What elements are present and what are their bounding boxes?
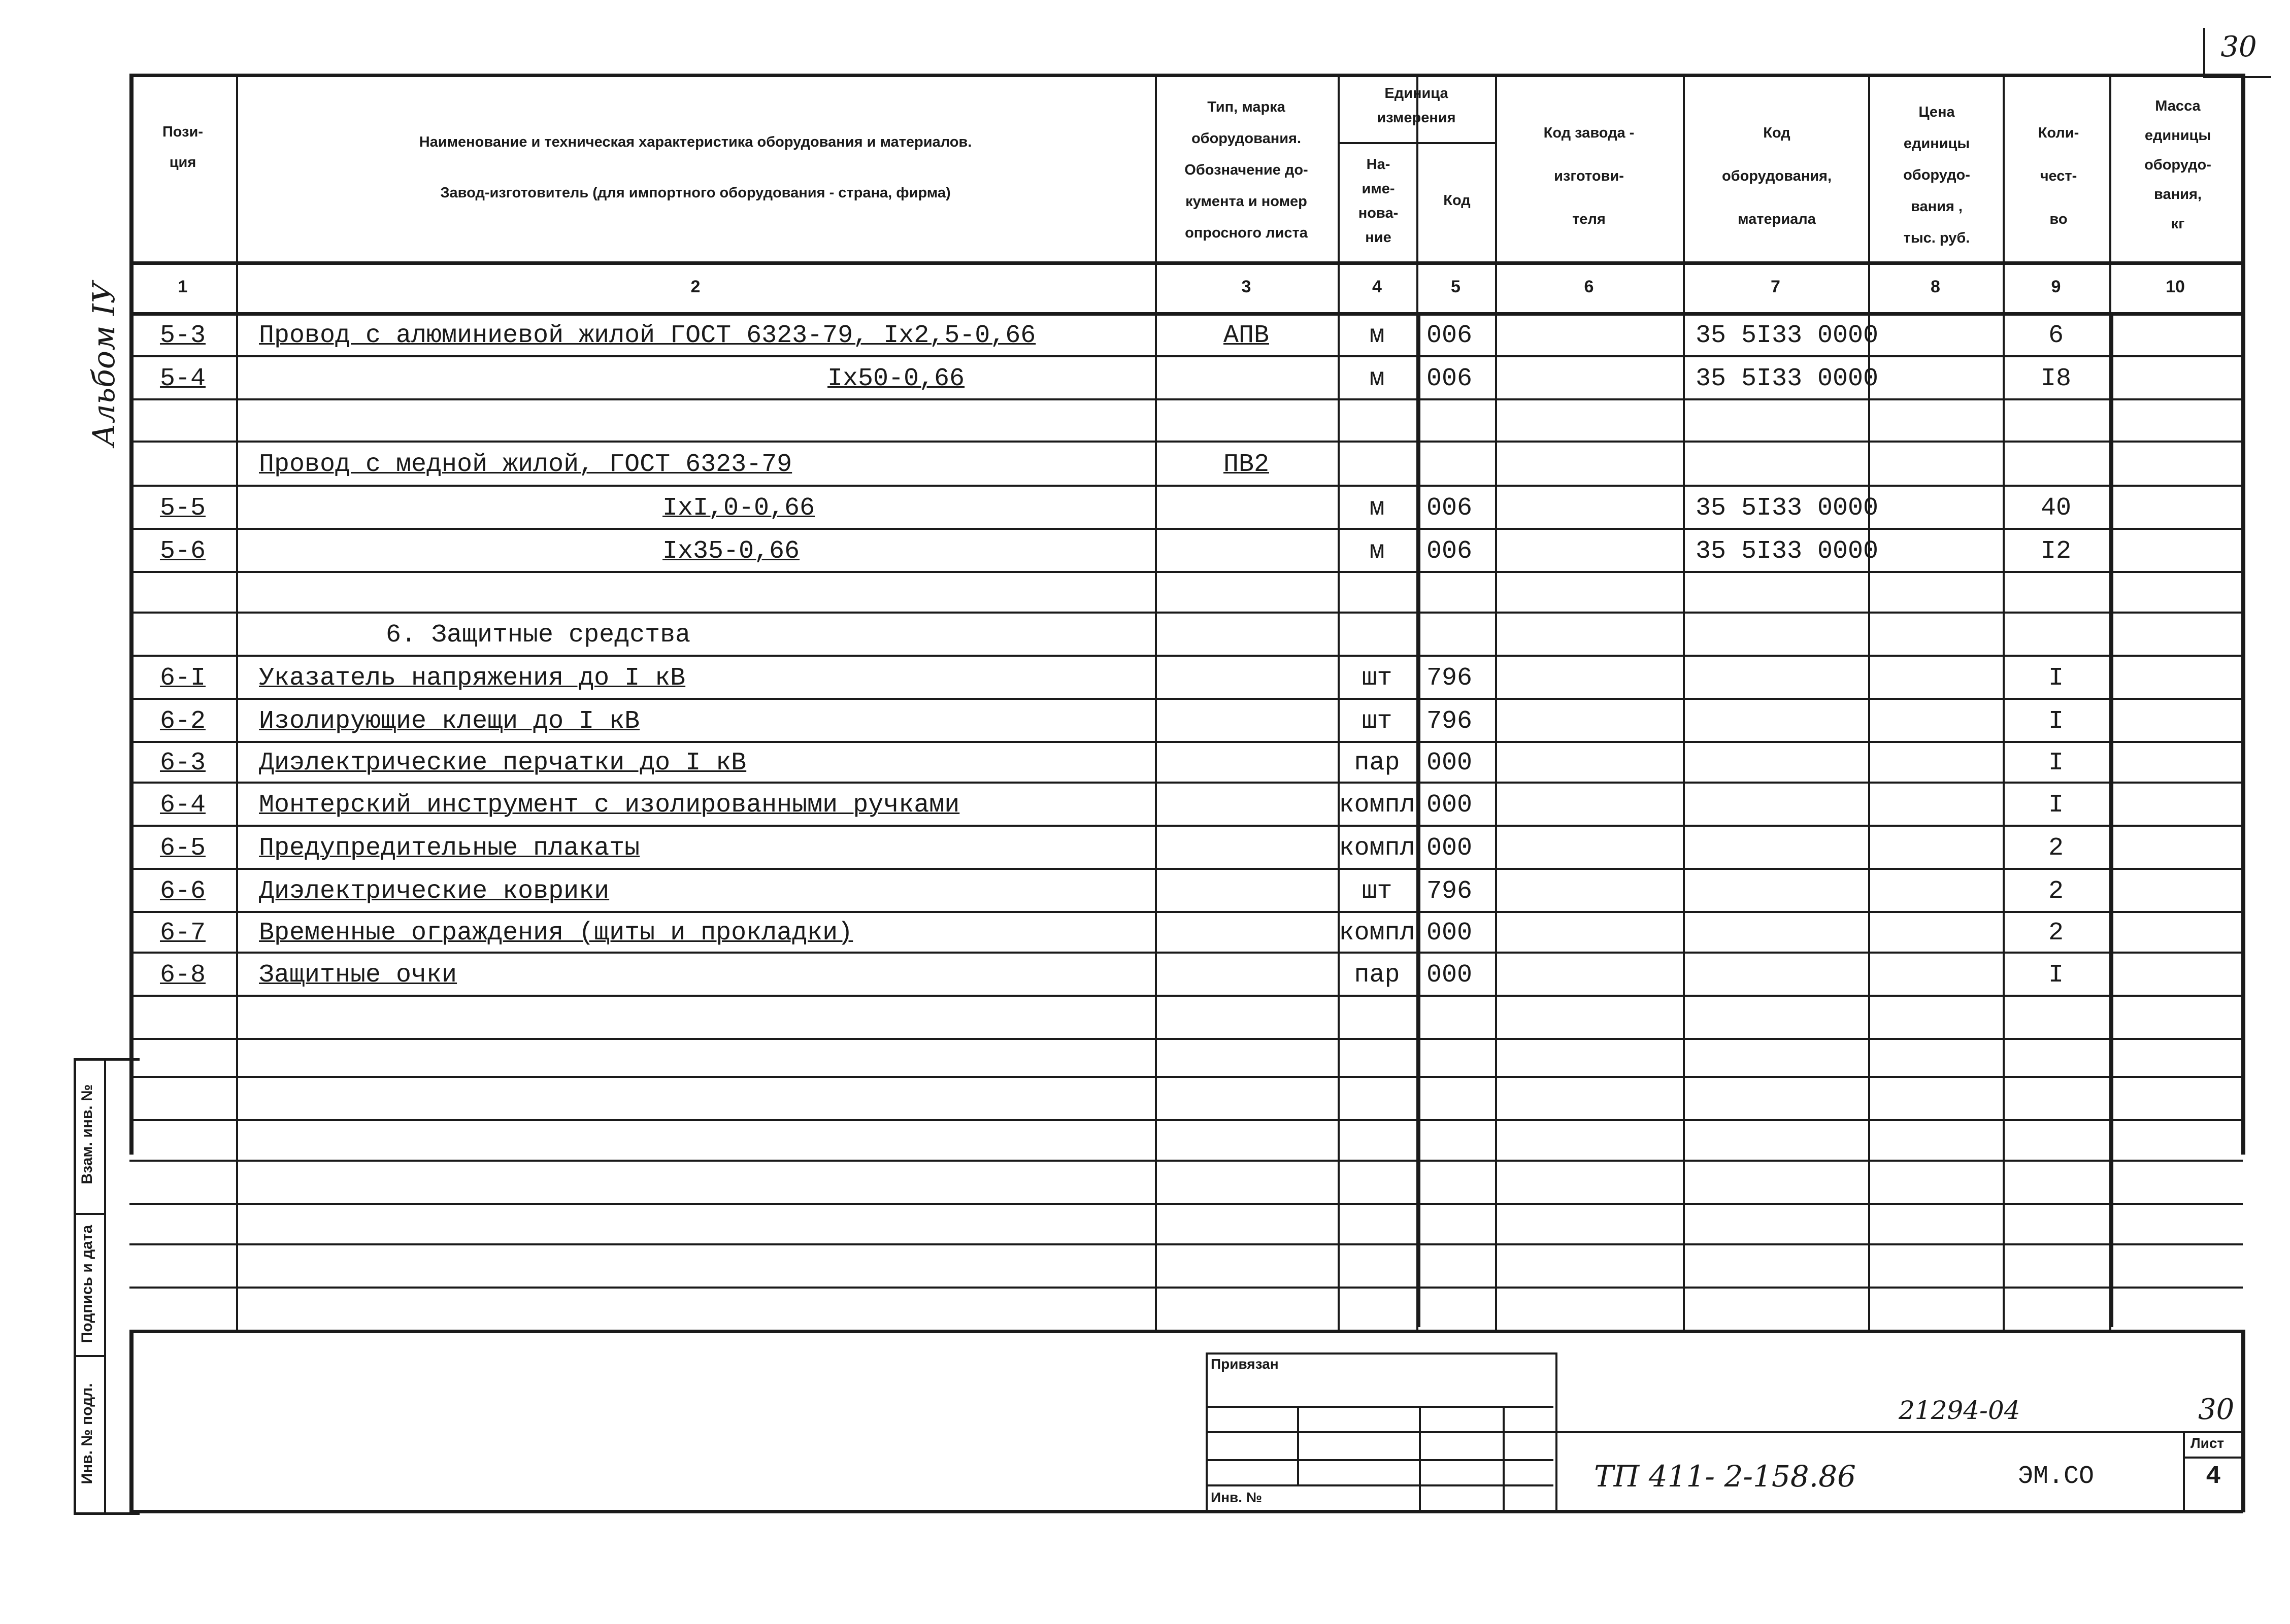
row-position: 6-6 [159, 876, 206, 906]
header-price: Цена единицы оборудо- вания , тыс. руб. [1903, 104, 1970, 246]
row-type: АПВ [1223, 321, 1269, 350]
row-unit: м [1369, 493, 1385, 523]
row-name: Диэлектрические перчатки до I кВ [259, 749, 747, 777]
header-quantity: Коли- чест- во [2038, 125, 2079, 227]
row-equipment-code: 35 5I33 0000 [1696, 321, 1879, 350]
row-quantity: I [2048, 706, 2064, 736]
row-position: 5-4 [159, 364, 206, 393]
header-type: Тип, марка оборудования. Обозначение до- кумента и номер опросного листа [1184, 99, 1308, 241]
row-name: Диэлектрические коврики [259, 876, 610, 906]
row-code: 006 [1426, 536, 1473, 566]
row-name: Защитные очки [259, 960, 457, 990]
row-position: 6-I [159, 663, 206, 693]
sheet-total: 30 [2198, 1393, 2235, 1426]
header-position: Пози- ция [162, 124, 204, 171]
stamp-inv-orig: Инв. № подл. [79, 1383, 95, 1484]
sheet-label: Лист [2191, 1435, 2225, 1451]
row-name: IхI,0-0,66 [662, 493, 815, 523]
row-quantity: 2 [2048, 833, 2064, 863]
row-quantity: 2 [2048, 876, 2064, 906]
row-position: 5-5 [159, 493, 206, 523]
header-unit-name: На- име- нова- ние [1358, 156, 1399, 246]
colnum-3: 3 [1241, 277, 1251, 296]
row-name: Монтерский инструмент с изолированными ручками [259, 790, 960, 820]
colnum-6: 6 [1584, 277, 1594, 296]
row-name: Указатель напряжения до I кВ [259, 663, 686, 693]
row-equipment-code: 35 5I33 0000 [1696, 364, 1879, 393]
header-unit-code: Код [1443, 192, 1471, 209]
colnum-10: 10 [2166, 277, 2185, 296]
row-name: Изолирующие клещи до I кВ [259, 706, 640, 736]
row-position: 6-8 [159, 960, 206, 990]
row-name: Предупредительные плакаты [259, 833, 640, 863]
row-code: 796 [1426, 876, 1473, 906]
document-suffix: ЭМ.СО [2018, 1462, 2095, 1491]
row-position: 6-2 [159, 706, 206, 736]
row-name: Временные ограждения (щиты и прокладки) [259, 919, 853, 948]
row-quantity: I2 [2040, 536, 2071, 566]
colnum-9: 9 [2051, 277, 2061, 296]
stamp-sign-date: Подпись и дата [79, 1225, 95, 1343]
row-unit: пар [1354, 749, 1400, 777]
header-name: Наименование и техническая характеристика оборудования и материалов. Завод-изготовитель (для импортного оборудования - страна, фирма) [419, 134, 972, 201]
row-type: ПВ2 [1223, 450, 1269, 479]
row-position: 6-5 [159, 833, 206, 863]
header-mass: Масса единицы оборудо- вания, кг [2144, 98, 2211, 232]
row-unit: м [1369, 536, 1385, 566]
row-name: Провод с медной жилой, ГОСТ 6323-79 [259, 450, 792, 479]
album-label: Альбом IУ [86, 282, 122, 447]
inv-no-label: Инв. № [1211, 1490, 1263, 1505]
row-equipment-code: 35 5I33 0000 [1696, 536, 1879, 566]
colnum-1: 1 [178, 277, 188, 296]
row-code: 000 [1426, 919, 1473, 948]
copy-number: 21294-04 [1899, 1396, 2020, 1425]
row-code: 000 [1426, 833, 1473, 863]
stamp-replace-inv: Взам. инв. № [79, 1084, 95, 1185]
row-position: 6-3 [159, 749, 206, 777]
row-code: 796 [1426, 663, 1473, 693]
row-code: 006 [1426, 493, 1473, 523]
attached-label: Привязан [1211, 1356, 1279, 1372]
row-unit: пар [1354, 960, 1400, 990]
row-name: Провод с алюминиевой жилой ГОСТ 6323-79, Iх2,5-0,66 [259, 321, 1036, 350]
row-quantity: I [2048, 749, 2064, 777]
colnum-4: 4 [1372, 277, 1382, 296]
row-code: 006 [1426, 321, 1473, 350]
row-position: 5-6 [159, 536, 206, 566]
row-quantity: I [2048, 960, 2064, 990]
row-name: Iх35-0,66 [662, 536, 800, 566]
row-unit: компл [1339, 919, 1415, 948]
row-quantity: 40 [2040, 493, 2071, 523]
row-position: 6-4 [159, 790, 206, 820]
sheet-number: 4 [2205, 1462, 2221, 1491]
header-plant-code: Код завода - изготови- теля [1543, 125, 1635, 227]
row-name: 6. Защитные средства [386, 620, 691, 650]
row-code: 000 [1426, 960, 1473, 990]
row-name: Iх50-0,66 [827, 364, 965, 393]
row-unit: м [1369, 321, 1385, 350]
page-number: 30 [2220, 30, 2257, 63]
colnum-7: 7 [1771, 277, 1780, 296]
row-equipment-code: 35 5I33 0000 [1696, 493, 1879, 523]
row-code: 006 [1426, 364, 1473, 393]
colnum-8: 8 [1931, 277, 1940, 296]
colnum-5: 5 [1451, 277, 1461, 296]
row-unit: м [1369, 364, 1385, 393]
row-position: 5-3 [159, 321, 206, 350]
row-quantity: I8 [2040, 364, 2071, 393]
row-unit: компл [1339, 790, 1415, 820]
row-quantity: 6 [2048, 321, 2064, 350]
document-code: ТП 411- 2-158.86 [1594, 1459, 1856, 1494]
colnum-2: 2 [690, 277, 701, 296]
row-unit: компл [1339, 833, 1415, 863]
row-unit: шт [1362, 706, 1392, 736]
row-code: 796 [1426, 706, 1473, 736]
row-quantity: I [2048, 790, 2064, 820]
row-quantity: 2 [2048, 919, 2064, 948]
row-code: 000 [1426, 749, 1473, 777]
row-unit: шт [1362, 876, 1392, 906]
row-unit: шт [1362, 663, 1392, 693]
row-quantity: I [2048, 663, 2064, 693]
row-code: 000 [1426, 790, 1473, 820]
header-equipment-code: Код оборудования, материала [1721, 125, 1832, 227]
header-unit-group: Единица измерения [1377, 85, 1456, 126]
row-position: 6-7 [159, 919, 206, 948]
